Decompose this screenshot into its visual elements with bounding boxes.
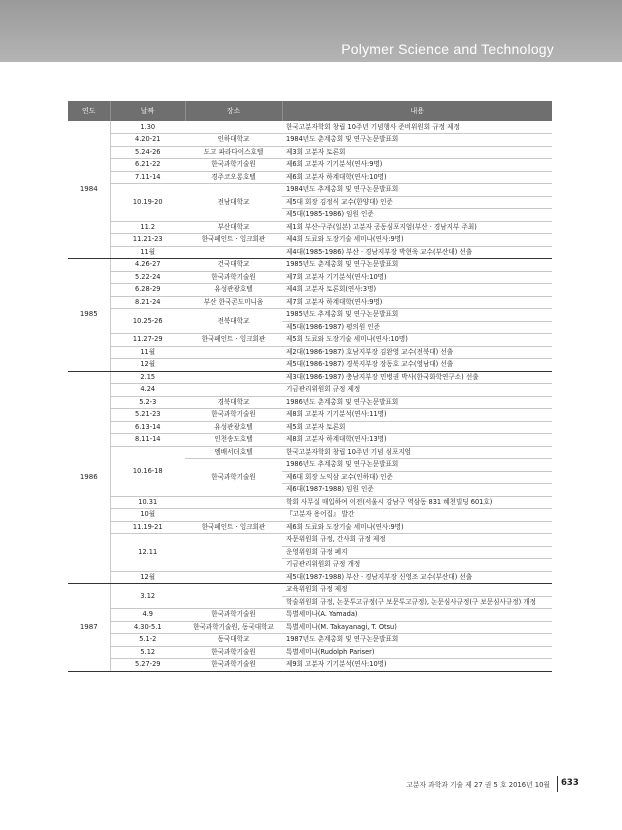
content-cell: 제7회 고분자 기기분석(연사:10명) — [282, 271, 552, 284]
table-row — [68, 534, 552, 547]
place-cell: 한국과학기술원 — [185, 459, 282, 497]
place-cell: 한국과학기술원 — [185, 159, 282, 172]
table-row — [68, 146, 552, 159]
content-cell: 1984년도 춘계총회 및 연구논문발표회 — [282, 134, 552, 147]
content-cell: 1985년도 춘계총회 및 연구논문발표회 — [282, 259, 552, 272]
footer-journal-info: 고분자 과학과 기술 제 27 권 5 호 2016년 10월 — [406, 781, 550, 789]
date-cell: 4.30-5.1 — [110, 621, 185, 634]
content-cell: 『고분자 용어집』 발간 — [282, 509, 552, 522]
table-row — [68, 159, 552, 172]
table-row — [68, 571, 552, 584]
table-row — [68, 121, 552, 134]
date-cell: 10월 — [110, 509, 185, 522]
date-cell: 6.13-14 — [110, 421, 185, 434]
table-row — [68, 509, 552, 522]
date-cell: 5.2-3 — [110, 396, 185, 409]
table-row — [68, 259, 552, 272]
content-cell: 기금관리위원회 규정 개정 — [282, 559, 552, 572]
place-cell: 엠배서더호텔 — [185, 446, 282, 459]
table-row — [68, 371, 552, 384]
content-cell: 특별세미나(M. Takayanagi, T. Otsu) — [282, 621, 552, 634]
header-year: 연도 — [68, 101, 110, 121]
content-cell: 기금관리위원회 규정 제정 — [282, 384, 552, 397]
journal-title: Polymer Science and Technology — [341, 41, 554, 57]
date-cell: 6.21-22 — [110, 159, 185, 172]
table-row — [68, 584, 552, 597]
date-cell: 4.9 — [110, 609, 185, 622]
content-cell: 제6회 고분자 하계대학(연사:10명) — [282, 171, 552, 184]
place-cell: 부산 한국콘도미니움 — [185, 296, 282, 309]
content-cell: 제5대(1986-1987) 평의원 인준 — [282, 321, 552, 334]
content-cell: 제2대(1986-1987) 호남지부장 김완영 교수(전북대) 선출 — [282, 346, 552, 359]
place-cell: 한국과학기술원 — [185, 609, 282, 622]
table-row — [68, 659, 552, 672]
content-cell: 제9회 고분자 기기분석(연사:10명) — [282, 659, 552, 672]
year-cell: 1987 — [68, 584, 110, 672]
content-cell: 제5대(1987-1988) 부산 · 경남지부장 신영조 교수(부산대) 선출 — [282, 571, 552, 584]
date-cell: 7.11-14 — [110, 171, 185, 184]
header-band — [0, 0, 622, 62]
table-row — [68, 446, 552, 459]
place-cell: 경주코오롱호텔 — [185, 171, 282, 184]
date-cell: 5.24-26 — [110, 146, 185, 159]
content-cell: 1984년도 추계총회 및 연구논문발표회 — [282, 184, 552, 197]
table-row — [68, 334, 552, 347]
place-cell: 한국과학기술원 — [185, 271, 282, 284]
table-row — [68, 384, 552, 397]
place-cell — [185, 496, 282, 509]
content-cell: 특별세미나(Rudolph Pariser) — [282, 646, 552, 659]
date-cell: 10.16-18 — [110, 446, 185, 496]
table-row — [68, 234, 552, 247]
place-cell: 건국대학교 — [185, 259, 282, 272]
table-row — [68, 346, 552, 359]
place-cell: 인천송도호텔 — [185, 434, 282, 447]
history-table — [68, 101, 552, 672]
date-cell: 8.11-14 — [110, 434, 185, 447]
table-row — [68, 396, 552, 409]
table-row — [68, 634, 552, 647]
place-cell — [185, 346, 282, 359]
place-cell: 한국과학기술원, 동국대학교 — [185, 621, 282, 634]
table-row — [68, 409, 552, 422]
content-cell: 제3회 고분자 토론회 — [282, 146, 552, 159]
date-cell: 4.26-27 — [110, 259, 185, 272]
place-cell — [185, 534, 282, 572]
content-cell: 제8회 고분자 하계대학(연사:13명) — [282, 434, 552, 447]
page-number: 633 — [561, 778, 579, 788]
place-cell: 유성관광호텔 — [185, 284, 282, 297]
place-cell: 한국페인트 · 잉크회관 — [185, 521, 282, 534]
content-cell: 제7회 고분자 하계대학(연사:9명) — [282, 296, 552, 309]
place-cell — [185, 359, 282, 372]
date-cell: 3.12 — [110, 584, 185, 609]
table-row — [68, 609, 552, 622]
content-cell: 운영위원회 규정 폐지 — [282, 546, 552, 559]
date-cell: 12월 — [110, 359, 185, 372]
place-cell — [185, 371, 282, 384]
place-cell: 인하대학교 — [185, 134, 282, 147]
date-cell: 11.21-23 — [110, 234, 185, 247]
content-cell: 특별세미나(A. Yamada) — [282, 609, 552, 622]
date-cell: 6.28-29 — [110, 284, 185, 297]
table-row — [68, 496, 552, 509]
date-cell: 2.15 — [110, 371, 185, 384]
place-cell — [185, 384, 282, 397]
place-cell: 유성관광호텔 — [185, 421, 282, 434]
date-cell: 11월 — [110, 246, 185, 259]
date-cell: 4.20-21 — [110, 134, 185, 147]
date-cell: 5.12 — [110, 646, 185, 659]
content-cell: 제5회 고분자 토론회 — [282, 421, 552, 434]
table-row — [68, 134, 552, 147]
content-cell: 1987년도 춘계총회 및 연구논문발표회 — [282, 634, 552, 647]
date-cell: 10.25-26 — [110, 309, 185, 334]
place-cell: 한국페인트 · 잉크회관 — [185, 234, 282, 247]
content-cell: 제5대 회장 김정식 교수(한양대) 인준 — [282, 196, 552, 209]
place-cell: 한국과학기술원 — [185, 659, 282, 672]
place-cell: 도고 파라다이스호텔 — [185, 146, 282, 159]
header-content: 내용 — [282, 101, 552, 121]
place-cell: 경북대학교 — [185, 396, 282, 409]
table-row — [68, 284, 552, 297]
place-cell: 한국과학기술원 — [185, 409, 282, 422]
place-cell: 전남대학교 — [185, 184, 282, 222]
content-cell: 제4대(1985-1986) 부산 · 경남지부장 박현욱 교수(부산대) 선출 — [282, 246, 552, 259]
page-footer — [0, 776, 622, 792]
place-cell — [185, 571, 282, 584]
table-header-row — [68, 101, 552, 121]
place-cell — [185, 509, 282, 522]
content-cell: 제6회 도료와 도장기술 세미나(연사:9명) — [282, 521, 552, 534]
date-cell: 5.21-23 — [110, 409, 185, 422]
date-cell: 4.24 — [110, 384, 185, 397]
header-place: 장소 — [185, 101, 282, 121]
date-cell: 11.19-21 — [110, 521, 185, 534]
content-cell: 제5회 도료와 도장기술 세미나(연사:10명) — [282, 334, 552, 347]
table-row — [68, 621, 552, 634]
date-cell: 12월 — [110, 571, 185, 584]
table-row — [68, 184, 552, 197]
content-cell: 1986년도 추계총회 및 연구논문발표회 — [282, 459, 552, 472]
date-cell: 5.27-29 — [110, 659, 185, 672]
date-cell: 11.27-29 — [110, 334, 185, 347]
table-row — [68, 309, 552, 322]
table-row — [68, 221, 552, 234]
table-row — [68, 421, 552, 434]
place-cell: 한국과학기술원 — [185, 646, 282, 659]
place-cell — [185, 584, 282, 609]
content-cell: 학술위원회 규정, 논문투고규정(구 보문투고규정), 논문심사규정(구 보문심사규정) 개정 — [282, 596, 552, 609]
year-cell: 1985 — [68, 259, 110, 372]
place-cell: 한국페인트 · 잉크회관 — [185, 334, 282, 347]
content-cell: 제6대(1987-1988) 임원 인준 — [282, 484, 552, 497]
content-cell: 1986년도 춘계총회 및 연구논문발표회 — [282, 396, 552, 409]
table-row — [68, 521, 552, 534]
content-cell: 제8회 고분자 기기분석(연사:11명) — [282, 409, 552, 422]
place-cell: 전북대학교 — [185, 309, 282, 334]
table-row — [68, 359, 552, 372]
content-cell: 제4회 고분자 토론회(연사:3명) — [282, 284, 552, 297]
content-cell: 제4회 도료와 도장기술 세미나(연사:9명) — [282, 234, 552, 247]
place-cell: 동국대학교 — [185, 634, 282, 647]
table-row — [68, 246, 552, 259]
date-cell: 1.30 — [110, 121, 185, 134]
footer-divider — [557, 776, 558, 792]
header-date: 날짜 — [110, 101, 185, 121]
content-cell: 제6대 회장 노익삼 교수(인하대) 인준 — [282, 471, 552, 484]
year-cell: 1986 — [68, 371, 110, 584]
content-cell: 교육위원회 규정 제정 — [282, 584, 552, 597]
date-cell: 5.22-24 — [110, 271, 185, 284]
content-cell: 한국고분자학회 창립 10주년 기념행사 준비위원회 규정 제정 — [282, 121, 552, 134]
date-cell: 5.1-2 — [110, 634, 185, 647]
date-cell: 11.2 — [110, 221, 185, 234]
date-cell: 12.11 — [110, 534, 185, 572]
content-cell: 제1회 부산-구주(일본) 고분자 공동심포지엄(부산 · 경남지부 주최) — [282, 221, 552, 234]
place-cell: 부산대학교 — [185, 221, 282, 234]
content-cell: 제3대(1986-1987) 충남지부장 민병권 박사(한국화학연구소) 선출 — [282, 371, 552, 384]
content-cell: 한국고분자학회 창립 10주년 기념 심포지엄 — [282, 446, 552, 459]
place-cell — [185, 121, 282, 134]
content-cell: 1985년도 추계총회 및 연구논문발표회 — [282, 309, 552, 322]
place-cell — [185, 246, 282, 259]
table-row — [68, 434, 552, 447]
date-cell: 10.31 — [110, 496, 185, 509]
date-cell: 8.21-24 — [110, 296, 185, 309]
date-cell: 10.19-20 — [110, 184, 185, 222]
table-row — [68, 271, 552, 284]
year-cell: 1984 — [68, 121, 110, 259]
content-cell: 제6회 고분자 기기분석(연사:9명) — [282, 159, 552, 172]
content-cell: 자문위원회 규정, 간사회 규정 제정 — [282, 534, 552, 547]
table-row — [68, 296, 552, 309]
content-cell: 제5대(1986-1987) 경북지부장 장동호 교수(영남대) 선출 — [282, 359, 552, 372]
content-cell: 제5대(1985-1986) 임원 인준 — [282, 209, 552, 222]
content-cell: 학회 사무실 매입하여 이전(서울시 강남구 역삼동 831 혜천빌딩 601호) — [282, 496, 552, 509]
table-row — [68, 646, 552, 659]
table-row — [68, 171, 552, 184]
date-cell: 11월 — [110, 346, 185, 359]
